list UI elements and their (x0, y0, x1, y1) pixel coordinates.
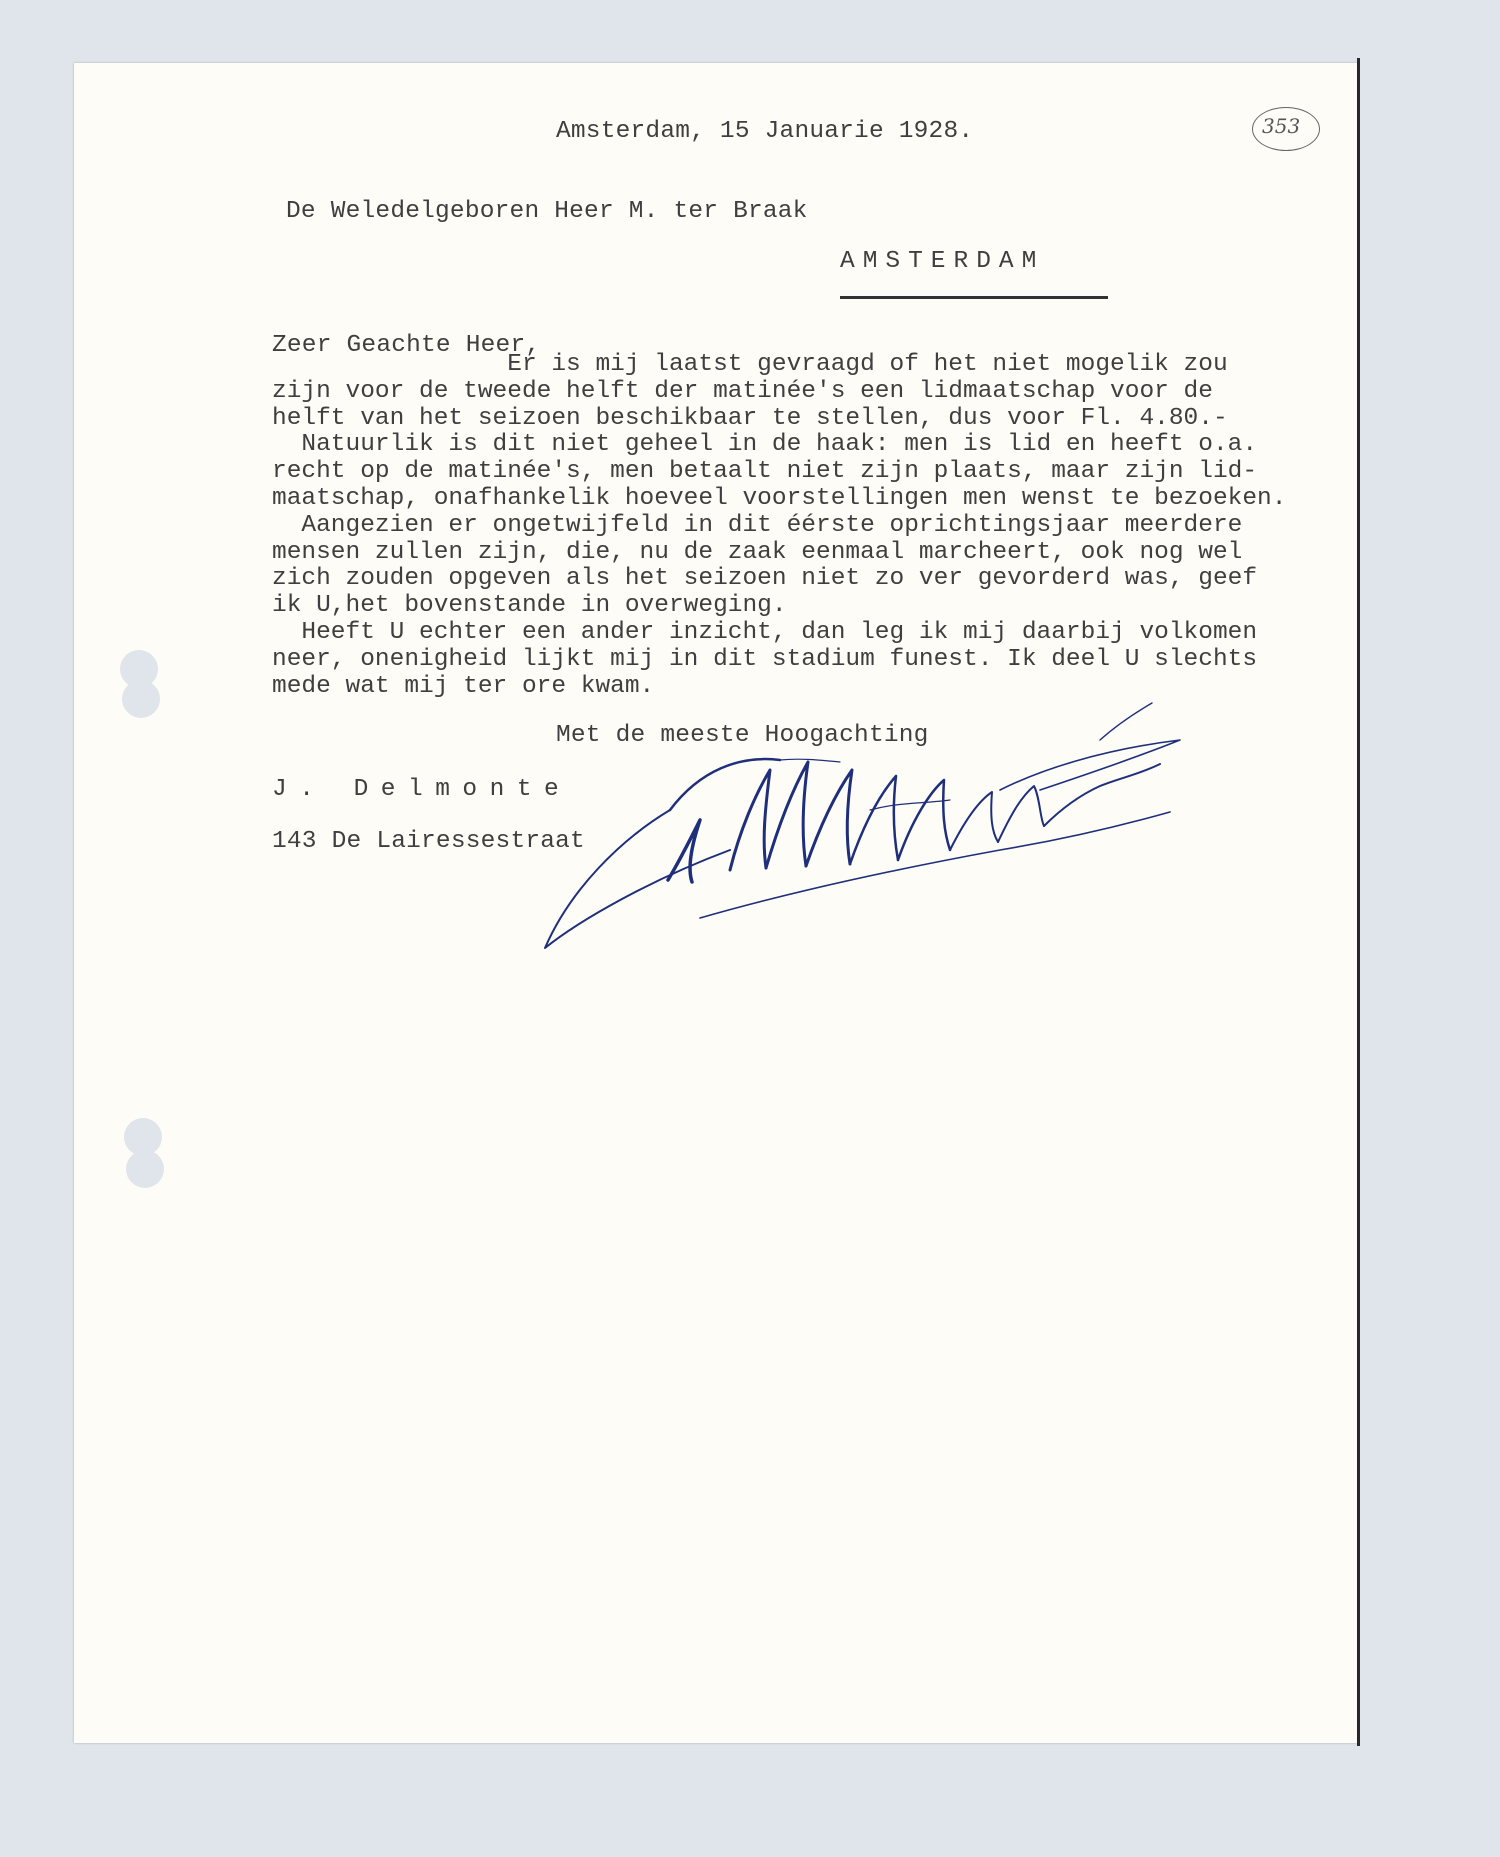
body-line: ik U,het bovenstande in overweging. (272, 592, 787, 620)
body-line: neer, onenigheid lijkt mij in dit stadium funest. Ik deel U slechts (272, 645, 1258, 673)
body-line: zijn voor de tweede helft der matinée's een lidmaatschap voor de (272, 377, 1213, 405)
sender-address: 143 De Lairessestraat (272, 828, 585, 855)
body-line: maatschap, onafhankelik hoeveel voorstellingen men wenst te bezoeken. (272, 484, 1287, 512)
sheet-edge (1357, 58, 1360, 1746)
body-line: zich zouden opgeven als het seizoen niet zo ver gevorderd was, geef (272, 565, 1258, 593)
archive-number: 353 (1262, 114, 1301, 138)
body-line: Heeft U echter een ander inzicht, dan leg ik mij daarbij volkomen (272, 618, 1258, 646)
recipient-city-underline (840, 296, 1108, 299)
letter-body (272, 352, 1286, 700)
recipient-city: AMSTERDAM (840, 248, 1045, 275)
recipient-name: De Weledelgeboren Heer M. ter Braak (286, 198, 808, 225)
punch-hole-top-lower (122, 680, 160, 718)
body-line: Er is mij laatst gevraagd of het niet mogelik zou (272, 351, 1228, 378)
handwritten-signature (540, 700, 1210, 960)
body-line: helft van het seizoen beschikbaar te stellen, dus voor Fl. 4.80.- (272, 404, 1228, 432)
body-line: mede wat mij ter ore kwam. (272, 672, 655, 700)
dateline: Amsterdam, 15 Januarie 1928. (556, 118, 974, 145)
body-line: mensen zullen zijn, die, nu de zaak eenmaal marcheert, ook nog wel (272, 538, 1243, 566)
sender-name: J. Delmonte (272, 776, 572, 803)
body-line: Aangezien er ongetwijfeld in dit éérste oprichtingsjaar meerdere (272, 511, 1243, 539)
body-line: Natuurlik is dit niet geheel in de haak: men is lid en heeft o.a. (272, 431, 1258, 459)
closing: Met de meeste Hoogachting (556, 722, 929, 749)
punch-hole-bottom-lower (126, 1150, 164, 1188)
salutation: Zeer Geachte Heer, (272, 332, 541, 359)
body-line: recht op de matinée's, men betaalt niet zijn plaats, maar zijn lid- (272, 458, 1258, 486)
